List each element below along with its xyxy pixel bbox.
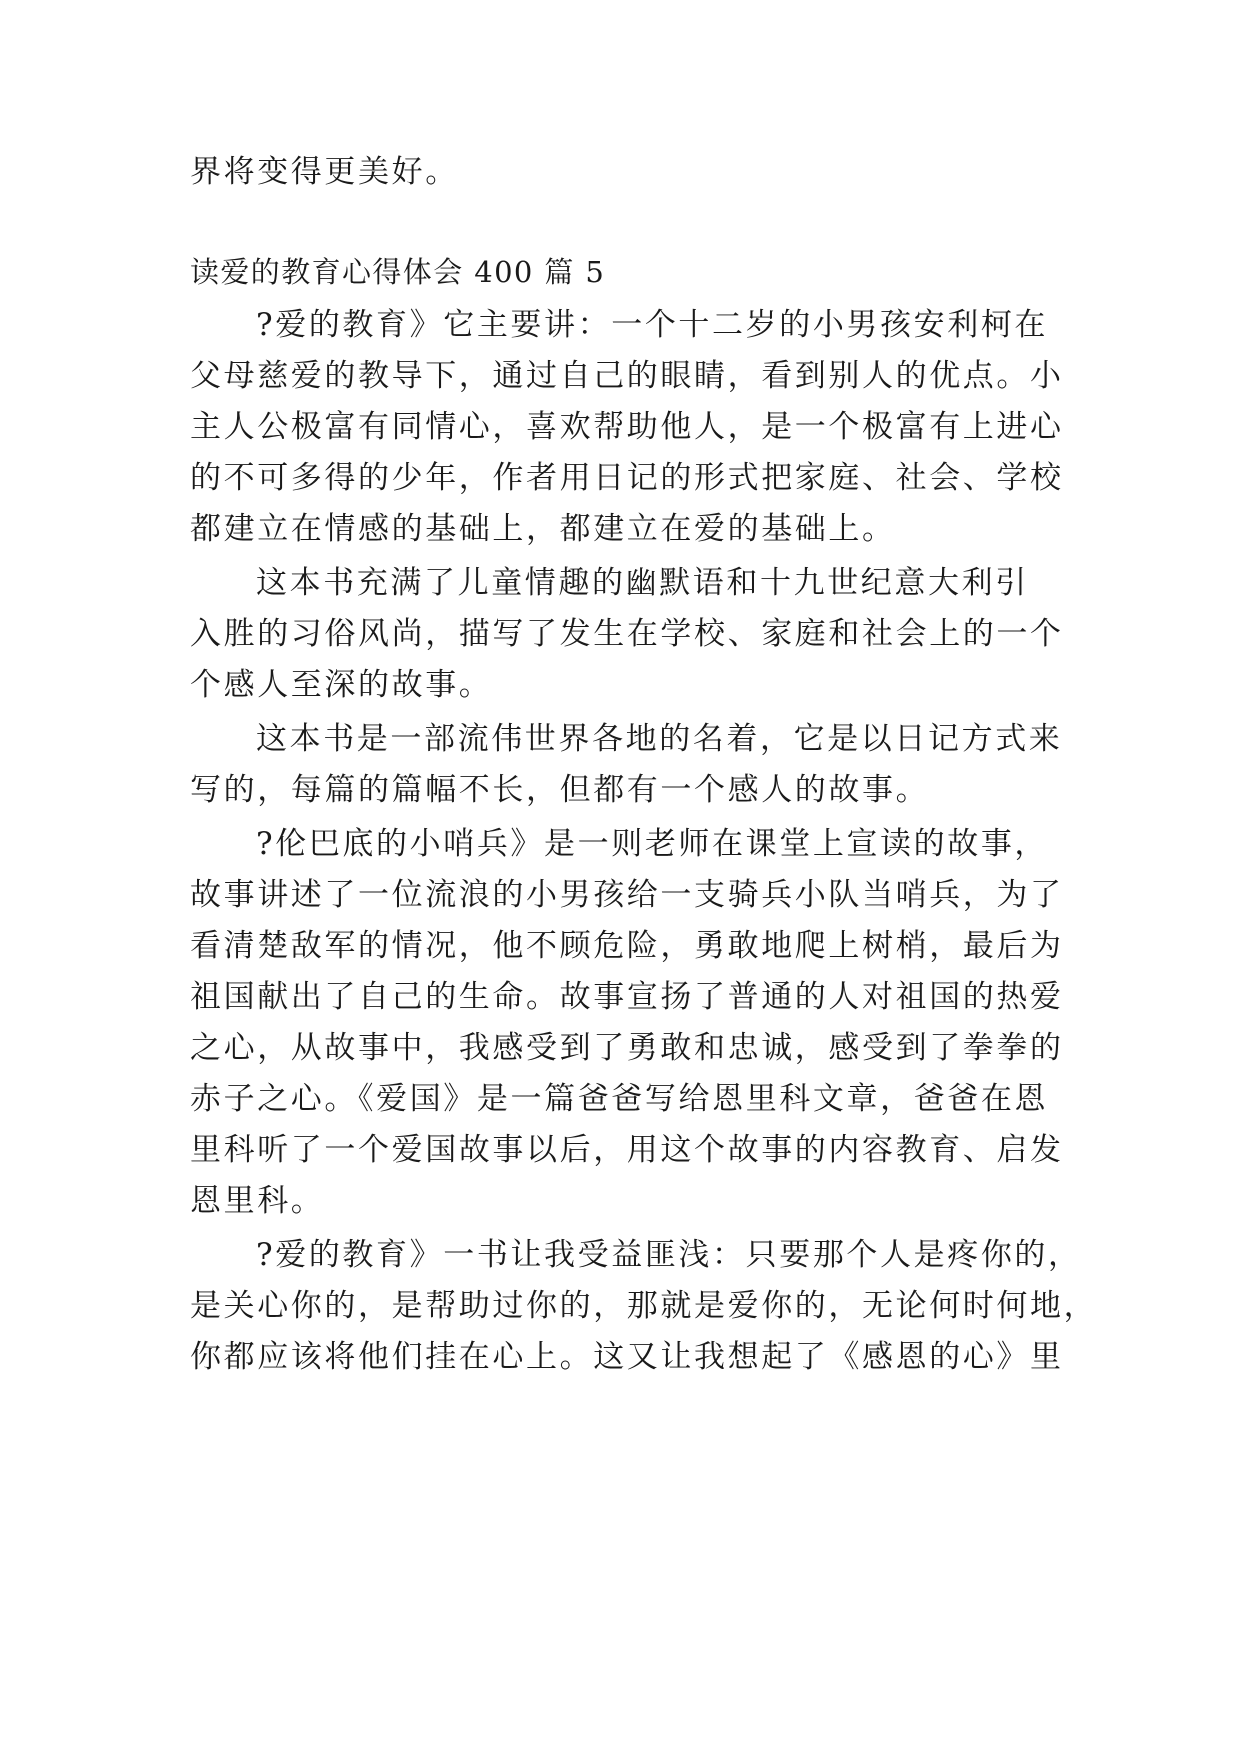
paragraph-line: 你都应该将他们挂在心上。这又让我想起了《感恩的心》里 — [190, 1339, 1064, 1375]
paragraph-line: 这本书是一部流伟世界各地的名着，它是以日记方式来 — [256, 721, 1063, 757]
paragraph-line: 主人公极富有同情心，喜欢帮助他人，是一个极富有上进心 — [190, 409, 1064, 445]
paragraph-line: 入胜的习俗风尚，描写了发生在学校、家庭和社会上的一个 — [190, 616, 1064, 652]
paragraph-line: ?伦巴底的小哨兵》是一则老师在课堂上宣读的故事， — [256, 826, 1049, 862]
paragraph-line: 之心，从故事中，我感受到了勇敢和忠诚，感受到了拳拳的 — [190, 1030, 1064, 1066]
paragraph-line: 是关心你的，是帮助过你的，那就是爱你的，无论何时何地， — [190, 1288, 1098, 1324]
paragraph-line: 写的，每篇的篇幅不长，但都有一个感人的故事。 — [190, 772, 930, 808]
paragraph-line: 都建立在情感的基础上，都建立在爱的基础上。 — [190, 511, 896, 547]
paragraph-line: 父母慈爱的教导下，通过自己的眼睛，看到别人的优点。小 — [190, 358, 1064, 394]
paragraph-line: 这本书充满了儿童情趣的幽默语和十九世纪意大利引 — [256, 565, 1029, 601]
paragraph-line: ?爱的教育》一书让我受益匪浅：只要那个人是疼你的， — [256, 1237, 1082, 1273]
section-heading: 读爱的教育心得体会 400 篇 5 — [190, 255, 606, 289]
paragraph-line: ?爱的教育》它主要讲：一个十二岁的小男孩安利柯在 — [256, 307, 1049, 343]
paragraph-line: 赤子之心。《爱国》是一篇爸爸写给恩里科文章，爸爸在恩 — [190, 1081, 1049, 1117]
text-line: 界将变得更美好。 — [190, 154, 459, 190]
paragraph-line: 恩里科。 — [190, 1183, 325, 1219]
paragraph-line: 的不可多得的少年，作者用日记的形式把家庭、社会、学校 — [190, 460, 1064, 496]
paragraph-line: 个感人至深的故事。 — [190, 667, 493, 703]
paragraph-line: 故事讲述了一位流浪的小男孩给一支骑兵小队当哨兵，为了 — [190, 877, 1064, 913]
paragraph-line: 看清楚敌军的情况，他不顾危险，勇敢地爬上树梢，最后为 — [190, 928, 1064, 964]
paragraph-line: 里科听了一个爱国故事以后，用这个故事的内容教育、启发 — [190, 1132, 1064, 1168]
paragraph-line: 祖国献出了自己的生命。故事宣扬了普通的人对祖国的热爱 — [190, 979, 1064, 1015]
